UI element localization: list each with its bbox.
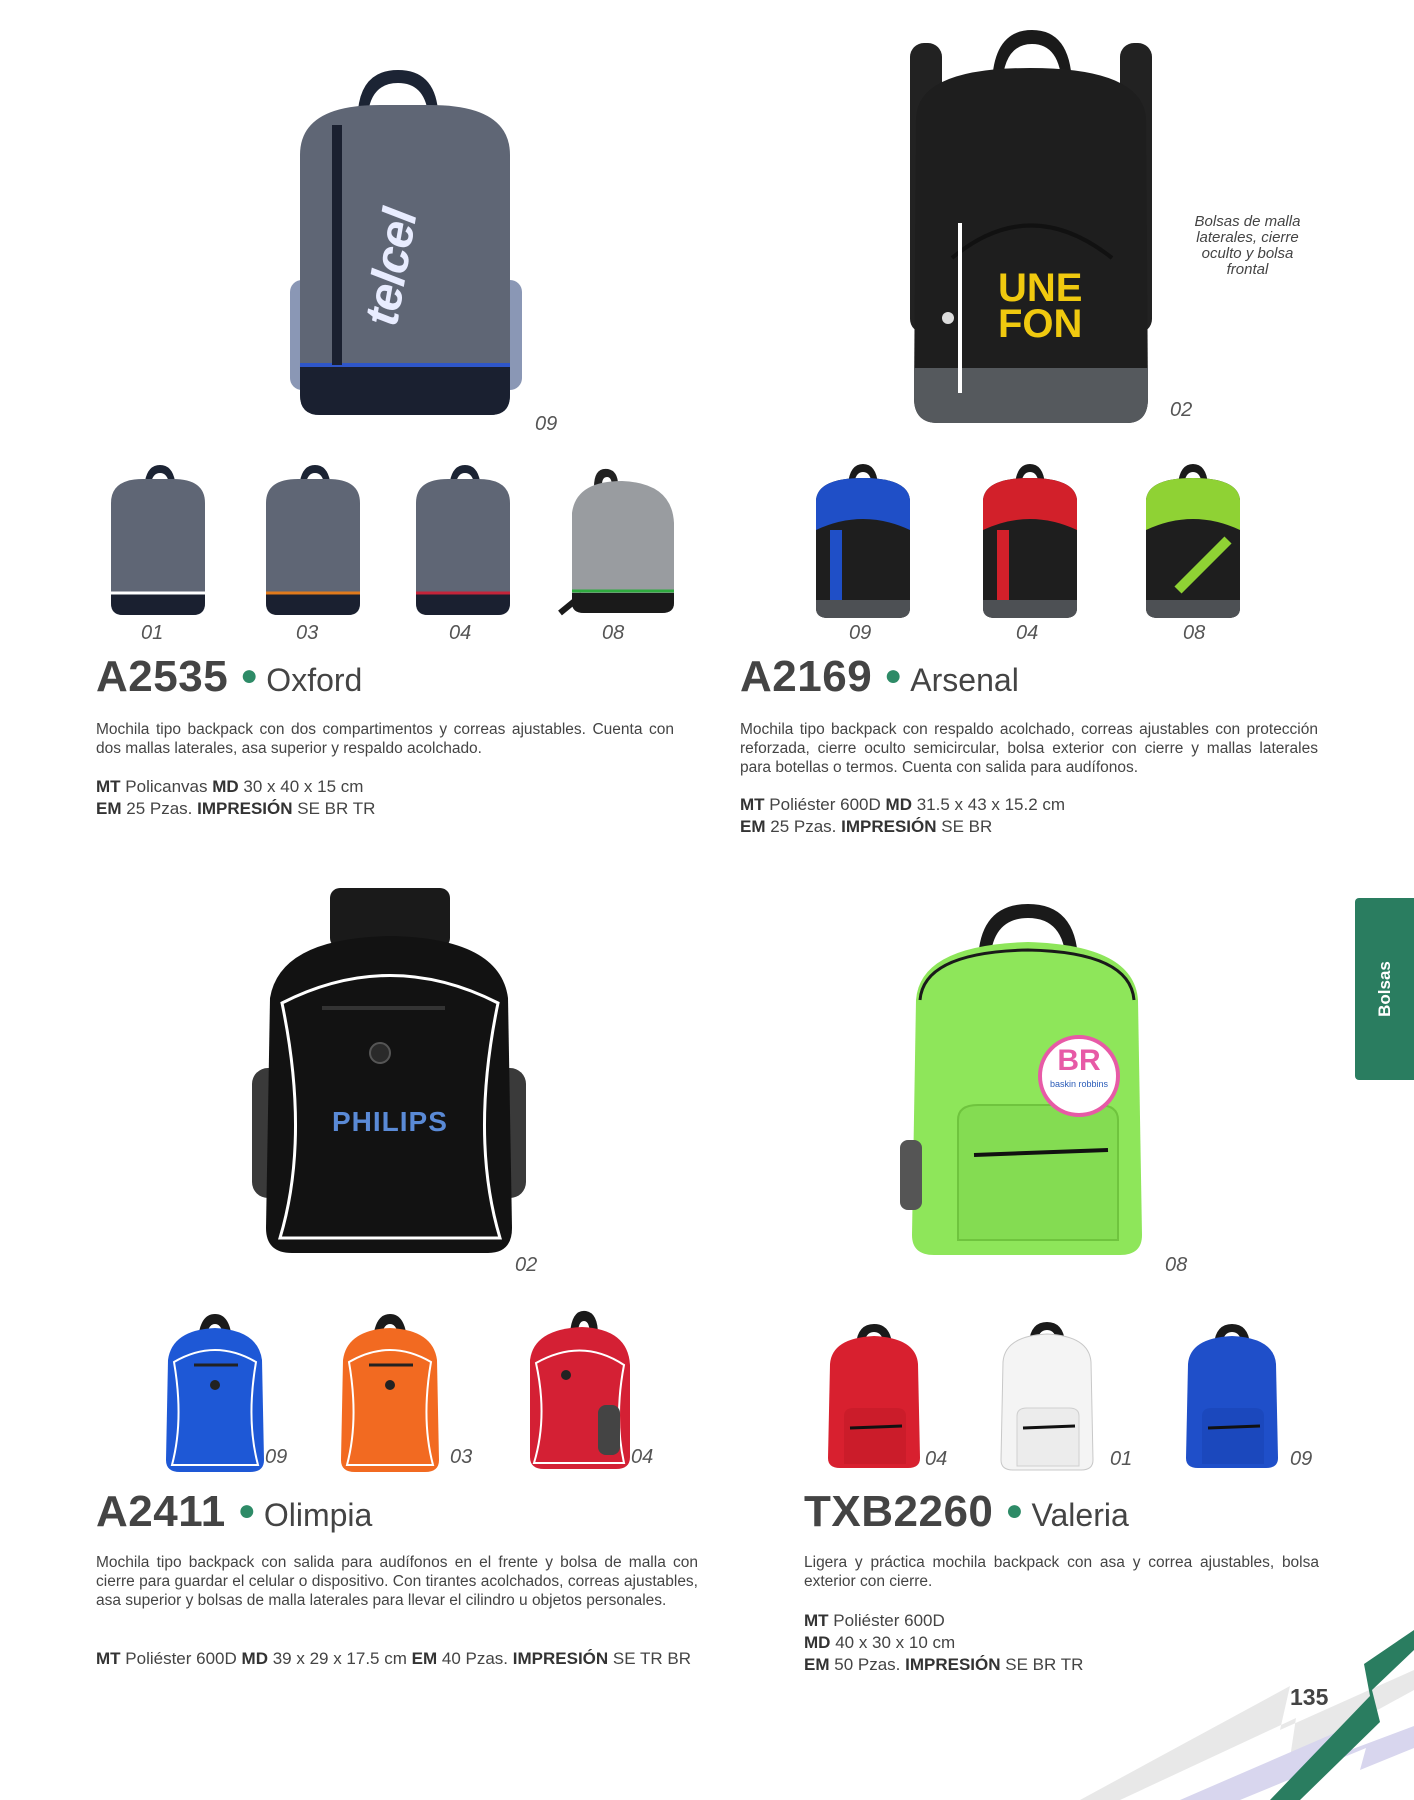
a2535-hero-code: 09 (535, 413, 558, 435)
a2411-thumb-04[interactable] (520, 1305, 635, 1475)
a2411-color-code-3: 04 (631, 1446, 654, 1468)
title-dot: ● (884, 659, 903, 692)
txb2260-spec-md: MD 40 x 30 x 10 cm (804, 1633, 956, 1652)
a2411-name: Olimpia (263, 1497, 373, 1533)
a2411-title (96, 1487, 372, 1537)
a2411-thumb-09[interactable] (160, 1310, 270, 1475)
a2169-spec-line-1: MT Poliéster 600D MD 31.5 x 43 x 15.2 cm (740, 795, 1066, 814)
a2411-spec-line-1: MT Poliéster 600D MD 39 x 29 x 17.5 cm EM 40 Pzas. IMPRESIÓN SE TR BR (96, 1649, 691, 1668)
txb2260-thumb-09[interactable] (1180, 1320, 1285, 1470)
a2411-logo: PHILIPS (332, 1106, 448, 1137)
a2169-logo: UNE FON (998, 266, 1083, 346)
a2169-thumb-04[interactable] (975, 460, 1085, 620)
title-dot: ● (237, 1494, 256, 1527)
txb2260-thumb-04[interactable] (822, 1320, 927, 1470)
txb2260-logo-letters: BR (1057, 1044, 1101, 1077)
a2535-description: Mochila tipo backpack con dos compartimentos y correas ajustables. Cuenta con dos mallas laterales, asa superior y respaldo acolchado. (96, 721, 674, 757)
a2535-color-code-1: 01 (141, 622, 164, 644)
section-tab-label: Bolsas (1374, 961, 1394, 1017)
a2411-color-code-1: 09 (265, 1446, 288, 1468)
a2411-thumb-03[interactable] (335, 1310, 445, 1475)
a2535-thumb-03[interactable] (258, 463, 368, 618)
txb2260-hero-code: 08 (1165, 1254, 1188, 1276)
title-dot: ● (1005, 1494, 1024, 1527)
txb2260-code: TXB2260 (804, 1487, 994, 1536)
a2411-code: A2411 (96, 1487, 226, 1536)
a2169-description: Mochila tipo backpack con respaldo acolchado, correas ajustables con protección reforzada, cierre oculto semicircular, bolsa exterior con cierre y mallas laterales para botellas o termos. Cuenta con salida para audífonos. (740, 721, 1318, 776)
a2169-specs (740, 794, 1300, 838)
page-number: 135 (1290, 1684, 1329, 1710)
a2169-color-code-3: 08 (1183, 622, 1206, 644)
title-dot: ● (240, 659, 259, 692)
txb2260-color-code-1: 04 (925, 1448, 948, 1470)
txb2260-logo-sub: baskin robbins (1049, 1079, 1109, 1089)
a2169-hero-image (902, 28, 1162, 428)
a2535-thumb-08[interactable] (552, 463, 682, 618)
section-tab-bolsas[interactable] (1355, 898, 1414, 1080)
a2169-color-code-2: 04 (1016, 622, 1039, 644)
txb2260-description: Ligera y práctica mochila backpack con asa y correa ajustables, bolsa exterior con cierre. (804, 1554, 1319, 1590)
txb2260-logo (1038, 1035, 1120, 1117)
a2535-color-code-3: 04 (449, 622, 472, 644)
corner-decoration (1000, 1630, 1414, 1800)
a2535-code: A2535 (96, 652, 229, 701)
a2169-title (740, 652, 1019, 702)
txb2260-name: Valeria (1031, 1497, 1129, 1533)
a2169-hero-code: 02 (1170, 399, 1193, 421)
a2411-color-code-2: 03 (450, 1446, 473, 1468)
a2169-thumb-09[interactable] (808, 460, 918, 620)
a2411-description: Mochila tipo backpack con salida para audífonos en el frente y bolsa de malla con cierre para guardar el celular o dispositivo. Con tirantes acolchados, correas ajustables, asa superior y bolsas de malla laterales para llevar el cilindro u objetos personales. (96, 1554, 698, 1609)
a2535-thumb-04[interactable] (408, 463, 518, 618)
a2535-color-code-2: 03 (296, 622, 319, 644)
a2535-spec-line-2: EM 25 Pzas. IMPRESIÓN SE BR TR (96, 799, 376, 818)
a2411-hero-image (250, 888, 530, 1258)
a2535-specs (96, 776, 656, 820)
a2169-name: Arsenal (910, 662, 1019, 698)
a2535-name: Oxford (266, 662, 363, 698)
a2535-color-code-4: 08 (602, 622, 625, 644)
txb2260-title (804, 1487, 1129, 1537)
a2535-title (96, 652, 362, 702)
a2535-logo: telcel (355, 205, 428, 330)
txb2260-spec-mt: MT Poliéster 600D (804, 1611, 945, 1630)
a2535-spec-line-1: MT Policanvas MD 30 x 40 x 15 cm (96, 777, 364, 796)
txb2260-color-code-2: 01 (1110, 1448, 1133, 1470)
a2169-code: A2169 (740, 652, 873, 701)
a2535-thumb-01[interactable] (103, 463, 213, 618)
txb2260-thumb-01[interactable] (995, 1318, 1100, 1473)
a2169-thumb-08[interactable] (1138, 460, 1248, 620)
a2169-feature-note: Bolsas de malla laterales, cierre oculto y bolsa frontal (1194, 213, 1301, 278)
a2169-color-code-1: 09 (849, 622, 872, 644)
a2411-hero-code: 02 (515, 1254, 538, 1276)
txb2260-color-code-3: 09 (1290, 1448, 1313, 1470)
a2169-spec-line-2: EM 25 Pzas. IMPRESIÓN SE BR (740, 817, 993, 836)
txb2260-spec-em: EM 50 Pzas. IMPRESIÓN SE BR TR (804, 1655, 1084, 1674)
a2411-specs (96, 1648, 716, 1670)
